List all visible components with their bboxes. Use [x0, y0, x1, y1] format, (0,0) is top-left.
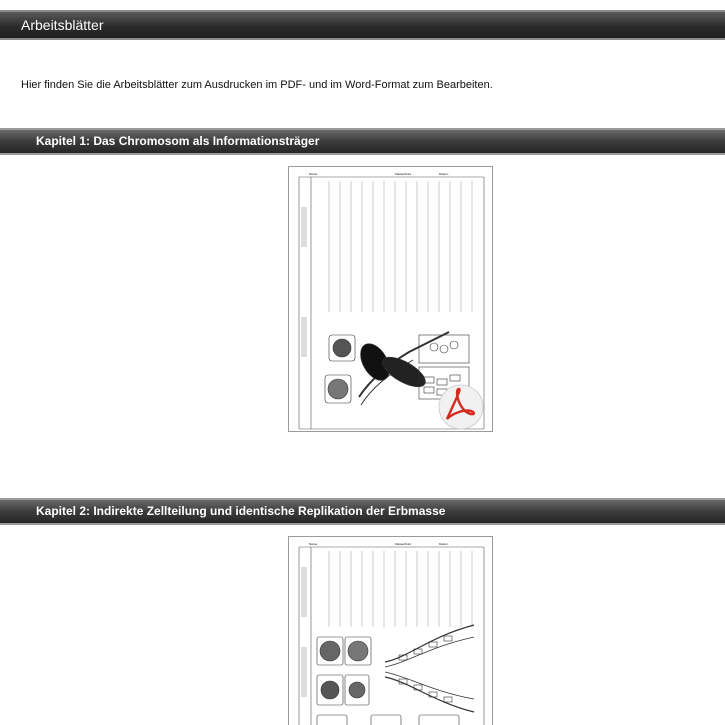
ws1-name-label: Name: — [309, 172, 318, 176]
chapter-2-title: Kapitel 2: Indirekte Zellteilung und identische Replikation der Erbmasse — [36, 504, 446, 518]
ws2-name-label: Name: — [309, 542, 318, 546]
ws1-class-label: Klasse/Kurs: — [395, 172, 412, 176]
ws2-class-label: Klasse/Kurs: — [395, 542, 412, 546]
pdf-icon — [439, 385, 483, 429]
ws2-date-label: Datum: — [439, 542, 449, 546]
worksheet-1-preview — [289, 167, 492, 431]
worksheet-2-preview — [289, 537, 492, 725]
page-title: Arbeitsblätter — [21, 17, 104, 33]
chapter-2-heading — [0, 498, 725, 525]
chapter-1-worksheet-thumbnail[interactable] — [288, 166, 493, 432]
ws1-date-label: Datum: — [439, 172, 449, 176]
intro-text: Hier finden Sie die Arbeitsblätter zum Ausdrucken im PDF- und im Word-Format zum Bearbeiten. — [21, 79, 493, 91]
page-header-bar — [0, 10, 725, 40]
chapter-1-heading — [0, 128, 725, 155]
chapter-1-title: Kapitel 1: Das Chromosom als Informationsträger — [36, 134, 320, 148]
chapter-2-worksheet-thumbnail[interactable] — [288, 536, 493, 725]
